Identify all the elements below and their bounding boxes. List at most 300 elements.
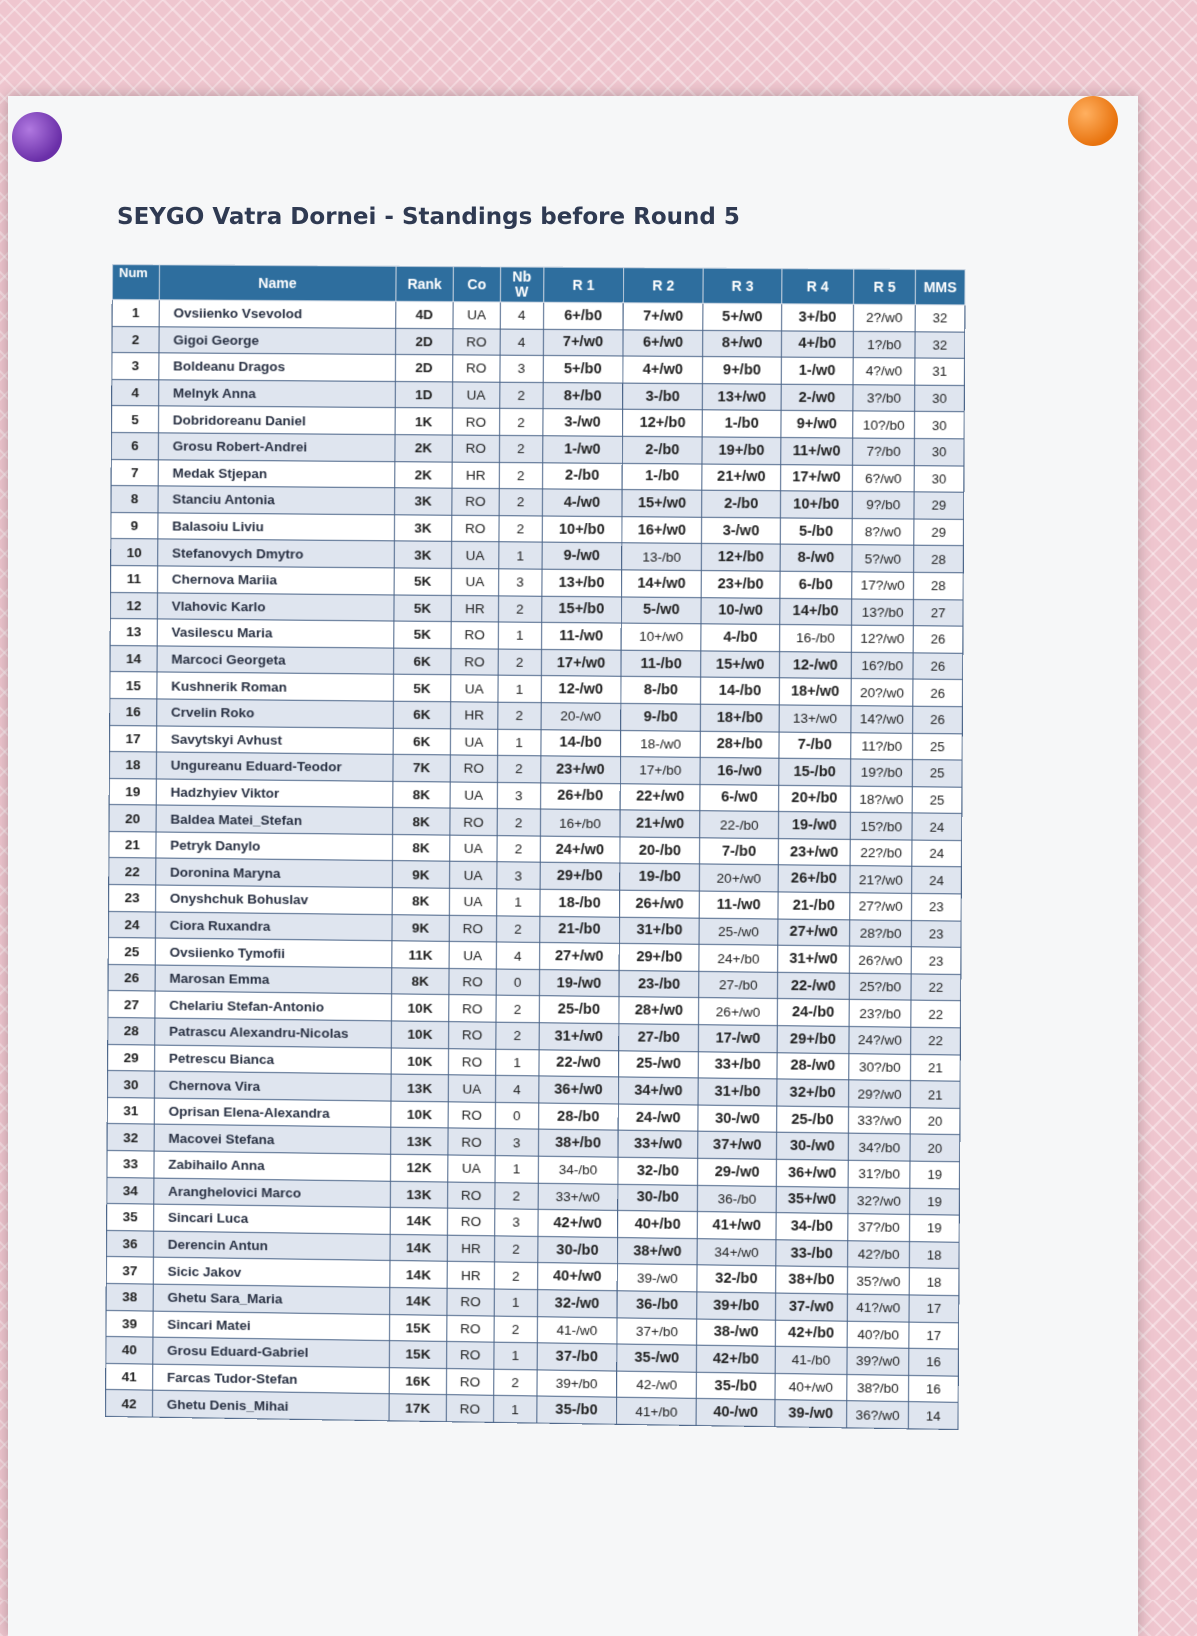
cell-rank: 2D xyxy=(395,355,452,382)
col-header-name: Name xyxy=(159,265,396,302)
cell-r4: 20+/b0 xyxy=(778,785,850,812)
col-header-r5: R 5 xyxy=(854,269,916,305)
cell-rank: 12K xyxy=(390,1154,447,1181)
cell-co: UA xyxy=(450,862,497,889)
cell-co: HR xyxy=(452,462,499,489)
cell-r4: 40+/w0 xyxy=(775,1373,847,1401)
cell-nbw: 2 xyxy=(497,755,540,782)
cell-r3: 25-/w0 xyxy=(699,918,777,946)
cell-num: 8 xyxy=(111,486,158,513)
cell-r2: 36-/b0 xyxy=(617,1291,697,1319)
cell-nbw: 4 xyxy=(500,302,543,329)
cell-r3: 4-/b0 xyxy=(701,624,779,651)
col-header-r1: R 1 xyxy=(543,267,623,303)
cell-r1: 35-/b0 xyxy=(536,1396,616,1424)
cell-co: RO xyxy=(447,1315,494,1342)
cell-num: 34 xyxy=(107,1177,154,1204)
cell-r3: 35-/b0 xyxy=(697,1372,775,1400)
cell-nbw: 4 xyxy=(496,942,539,969)
cell-r3: 12+/b0 xyxy=(702,544,780,571)
cell-rank: 10K xyxy=(391,994,448,1021)
cell-r5: 11?/b0 xyxy=(851,732,913,759)
cell-r1: 4-/w0 xyxy=(542,489,622,516)
cell-nbw: 2 xyxy=(499,489,542,516)
cell-r3: 36-/b0 xyxy=(698,1185,776,1213)
cell-nbw: 3 xyxy=(500,355,543,382)
cell-name: Dobridoreanu Daniel xyxy=(158,406,395,434)
cell-num: 38 xyxy=(106,1283,153,1310)
cell-rank: 14K xyxy=(390,1287,447,1314)
cell-r1: 30-/b0 xyxy=(537,1236,617,1264)
cell-r1: 9-/w0 xyxy=(542,542,622,569)
cell-rank: 13K xyxy=(391,1128,448,1155)
cell-co: RO xyxy=(452,408,499,435)
cell-r4: 37-/w0 xyxy=(775,1293,847,1321)
cell-mms: 32 xyxy=(915,305,965,332)
cell-rank: 8K xyxy=(392,888,449,915)
cell-num: 23 xyxy=(109,885,156,912)
cell-mms: 18 xyxy=(909,1241,959,1268)
cell-r4: 25-/b0 xyxy=(776,1106,848,1134)
cell-r4: 2-/w0 xyxy=(781,384,853,411)
cell-r4: 35+/w0 xyxy=(776,1186,848,1214)
cell-r3: 13+/w0 xyxy=(703,383,781,410)
cell-co: RO xyxy=(449,995,496,1022)
cell-name: Marosan Emma xyxy=(155,965,392,994)
cell-r2: 40+/b0 xyxy=(618,1211,698,1239)
cell-r2: 27-/b0 xyxy=(619,1024,699,1052)
cell-r5: 39?/w0 xyxy=(847,1348,909,1376)
cell-nbw: 0 xyxy=(496,969,539,996)
cell-name: Chelariu Stefan-Antonio xyxy=(155,991,392,1020)
cell-r2: 13-/b0 xyxy=(622,543,702,570)
cell-name: Ovsiienko Vsevolod xyxy=(159,300,396,328)
cell-mms: 23 xyxy=(911,947,961,974)
cell-mms: 21 xyxy=(911,1054,961,1081)
cell-r2: 34+/w0 xyxy=(618,1077,698,1105)
col-header-r2: R 2 xyxy=(623,268,703,304)
cell-r5: 28?/b0 xyxy=(850,920,912,947)
cell-r1: 10+/b0 xyxy=(542,516,622,543)
cell-rank: 9K xyxy=(392,861,449,888)
cell-r2: 12+/b0 xyxy=(622,410,702,437)
cell-mms: 29 xyxy=(914,519,964,546)
cell-name: Ovsiienko Tymofii xyxy=(155,938,392,967)
cell-name: Patrascu Alexandru-Nicolas xyxy=(155,1018,392,1048)
cell-nbw: 0 xyxy=(495,1102,538,1129)
cell-num: 1 xyxy=(112,300,159,327)
cell-num: 17 xyxy=(110,725,157,752)
cell-nbw: 3 xyxy=(498,569,541,596)
cell-mms: 17 xyxy=(909,1322,959,1349)
cell-name: Ghetu Sara_Maria xyxy=(153,1284,390,1314)
cell-mms: 30 xyxy=(914,465,964,492)
cell-r4: 19-/w0 xyxy=(778,812,850,840)
cell-co: HR xyxy=(451,595,498,622)
cell-mms: 24 xyxy=(912,840,962,867)
cell-r5: 20?/w0 xyxy=(851,679,913,706)
cell-co: RO xyxy=(452,515,499,542)
cell-nbw: 4 xyxy=(495,1076,538,1103)
cell-r3: 8+/w0 xyxy=(703,330,781,357)
cell-rank: 5K xyxy=(394,621,451,648)
cell-r2: 41+/b0 xyxy=(616,1398,696,1426)
cell-r1: 24+/w0 xyxy=(540,836,620,864)
cell-r1: 3-/w0 xyxy=(542,409,622,436)
cell-r4: 26+/b0 xyxy=(778,865,850,893)
cell-r4: 31+/w0 xyxy=(777,945,849,973)
cell-rank: 8K xyxy=(393,781,450,808)
cell-num: 20 xyxy=(109,805,156,832)
cell-co: UA xyxy=(450,782,497,809)
cell-mms: 30 xyxy=(915,412,965,439)
cell-co: RO xyxy=(447,1208,494,1235)
cell-r3: 30-/w0 xyxy=(698,1105,776,1133)
cell-r1: 39+/b0 xyxy=(537,1370,617,1398)
cell-r5: 7?/b0 xyxy=(853,438,915,465)
cell-mms: 23 xyxy=(911,920,961,947)
cell-name: Savytskyi Avhust xyxy=(156,725,393,754)
cell-r3: 27-/b0 xyxy=(699,971,777,999)
push-pin-icon xyxy=(1068,96,1118,146)
cell-r2: 31+/b0 xyxy=(619,917,699,945)
cell-co: HR xyxy=(447,1262,494,1289)
cell-co: RO xyxy=(450,808,497,835)
cell-rank: 13K xyxy=(391,1074,448,1101)
cell-rank: 9K xyxy=(392,914,449,941)
cell-nbw: 2 xyxy=(494,1316,537,1343)
cell-rank: 2K xyxy=(395,435,452,462)
cell-r5: 31?/b0 xyxy=(848,1160,910,1188)
cell-nbw: 1 xyxy=(498,622,541,649)
cell-num: 33 xyxy=(107,1150,154,1177)
cell-r5: 22?/b0 xyxy=(850,839,912,866)
cell-nbw: 2 xyxy=(497,809,540,836)
cell-num: 29 xyxy=(108,1044,155,1071)
cell-r5: 1?/b0 xyxy=(853,331,915,358)
cell-r3: 24+/b0 xyxy=(699,945,777,973)
cell-r1: 28-/b0 xyxy=(538,1103,618,1131)
cell-mms: 19 xyxy=(910,1188,960,1215)
cell-rank: 8K xyxy=(393,808,450,835)
cell-r3: 10-/w0 xyxy=(701,597,779,624)
cell-r1: 37-/b0 xyxy=(537,1343,617,1371)
cell-mms: 28 xyxy=(914,572,964,599)
cell-nbw: 1 xyxy=(494,1342,537,1369)
cell-num: 22 xyxy=(109,858,156,885)
cell-co: RO xyxy=(447,1342,494,1369)
cell-co: RO xyxy=(451,648,498,675)
cell-r1: 36+/w0 xyxy=(538,1076,618,1104)
cell-r4: 6-/b0 xyxy=(780,571,852,598)
cell-name: Chernova Vira xyxy=(154,1071,391,1101)
cell-co: RO xyxy=(452,488,499,515)
cell-nbw: 4 xyxy=(500,329,543,356)
cell-r5: 3?/b0 xyxy=(853,384,915,411)
cell-nbw: 2 xyxy=(499,462,542,489)
cell-co: UA xyxy=(452,542,499,569)
cell-num: 18 xyxy=(109,752,156,779)
cell-r2: 7+/w0 xyxy=(623,303,703,330)
cell-r3: 17-/w0 xyxy=(699,1025,777,1053)
cell-r1: 16+/b0 xyxy=(540,809,620,837)
cell-r5: 14?/w0 xyxy=(851,706,913,733)
cell-r4: 3+/b0 xyxy=(781,304,853,331)
cell-r3: 5+/w0 xyxy=(703,303,781,330)
cell-r5: 12?/w0 xyxy=(851,625,913,652)
cell-mms: 30 xyxy=(914,438,964,465)
cell-r4: 29+/b0 xyxy=(777,1026,849,1054)
cell-r5: 38?/b0 xyxy=(847,1374,909,1402)
cell-r3: 38-/w0 xyxy=(697,1319,775,1347)
cell-r2: 4+/w0 xyxy=(623,356,703,383)
cell-r2: 5-/w0 xyxy=(621,596,701,623)
cell-r2: 8-/b0 xyxy=(621,677,701,704)
cell-r4: 9+/w0 xyxy=(781,411,853,438)
cell-mms: 25 xyxy=(912,760,962,787)
cell-name: Chernova Mariia xyxy=(157,566,394,595)
cell-num: 42 xyxy=(105,1390,152,1417)
cell-mms: 30 xyxy=(915,385,965,412)
cell-nbw: 2 xyxy=(496,996,539,1023)
cell-co: UA xyxy=(449,888,496,915)
cell-num: 30 xyxy=(107,1071,154,1098)
cell-mms: 21 xyxy=(910,1081,960,1108)
cell-mms: 23 xyxy=(912,893,962,920)
cell-mms: 16 xyxy=(909,1348,959,1376)
cell-r1: 11-/w0 xyxy=(541,622,621,649)
cell-nbw: 2 xyxy=(500,382,543,409)
cell-co: RO xyxy=(453,355,500,382)
col-header-r4: R 4 xyxy=(781,269,853,305)
cell-r5: 37?/b0 xyxy=(848,1214,910,1242)
cell-r1: 6+/b0 xyxy=(543,302,623,329)
cell-num: 21 xyxy=(109,831,156,858)
cell-rank: 10K xyxy=(391,1048,448,1075)
cell-r2: 10+/w0 xyxy=(621,623,701,650)
cell-rank: 14K xyxy=(390,1261,447,1288)
cell-r5: 9?/b0 xyxy=(852,492,914,519)
cell-co: RO xyxy=(448,1048,495,1075)
cell-r1: 31+/w0 xyxy=(539,1023,619,1051)
cell-r1: 33+/w0 xyxy=(538,1183,618,1211)
cell-r2: 14+/w0 xyxy=(621,570,701,597)
cell-rank: 1K xyxy=(395,408,452,435)
cell-r4: 13+/w0 xyxy=(779,705,851,732)
cell-name: Baldea Matei_Stefan xyxy=(156,805,393,834)
cell-rank: 1D xyxy=(395,381,452,408)
cell-name: Medak Stjepan xyxy=(158,459,395,487)
cell-num: 32 xyxy=(107,1124,154,1151)
cell-nbw: 3 xyxy=(495,1129,538,1156)
cell-nbw: 3 xyxy=(497,862,540,889)
cell-r3: 37+/w0 xyxy=(698,1132,776,1160)
cell-r4: 5-/b0 xyxy=(780,518,852,545)
cell-r1: 26+/b0 xyxy=(540,783,620,811)
cell-r4: 18+/w0 xyxy=(779,678,851,705)
cell-nbw: 3 xyxy=(497,782,540,809)
cell-co: RO xyxy=(449,915,496,942)
cell-rank: 3K xyxy=(395,488,452,515)
cell-r4: 16-/b0 xyxy=(779,625,851,652)
cell-r2: 30-/b0 xyxy=(618,1184,698,1212)
cell-r5: 13?/b0 xyxy=(852,599,914,626)
cell-name: Vlahovic Karlo xyxy=(157,592,394,621)
cell-name: Farcas Tudor-Stefan xyxy=(152,1364,389,1394)
cell-r1: 13+/b0 xyxy=(541,569,621,596)
cell-nbw: 2 xyxy=(499,435,542,462)
cell-mms: 22 xyxy=(911,1001,961,1028)
cell-rank: 17K xyxy=(389,1394,446,1422)
cell-r3: 39+/b0 xyxy=(697,1292,775,1320)
cell-r2: 32-/b0 xyxy=(618,1157,698,1185)
cell-rank: 7K xyxy=(393,754,450,781)
cell-nbw: 2 xyxy=(495,1182,538,1209)
cell-num: 14 xyxy=(110,645,157,672)
cell-num: 27 xyxy=(108,991,155,1018)
cell-r2: 2-/b0 xyxy=(622,436,702,463)
cell-nbw: 3 xyxy=(495,1209,538,1236)
cell-name: Ghetu Denis_Mihai xyxy=(152,1390,389,1420)
cell-num: 11 xyxy=(110,565,157,592)
cell-nbw: 2 xyxy=(494,1236,537,1263)
cell-num: 25 xyxy=(108,938,155,965)
col-header-mms: MMS xyxy=(915,269,965,305)
cell-r2: 11-/b0 xyxy=(621,650,701,677)
cell-num: 39 xyxy=(106,1310,153,1337)
cell-r4: 14+/b0 xyxy=(779,598,851,625)
cell-co: UA xyxy=(449,942,496,969)
cell-r2: 35-/w0 xyxy=(617,1344,697,1372)
cell-rank: 2D xyxy=(396,328,453,355)
cell-r4: 1-/w0 xyxy=(781,357,853,384)
cell-nbw: 1 xyxy=(498,675,541,702)
cell-co: UA xyxy=(448,1155,495,1182)
cell-mms: 17 xyxy=(909,1295,959,1322)
cell-mms: 25 xyxy=(912,786,962,813)
cell-r4: 24-/b0 xyxy=(777,999,849,1027)
cell-co: UA xyxy=(452,382,499,409)
cell-r4: 21-/b0 xyxy=(778,892,850,920)
cell-r1: 19-/w0 xyxy=(539,969,619,997)
cell-r1: 25-/b0 xyxy=(539,996,619,1024)
cell-nbw: 2 xyxy=(498,649,541,676)
cell-nbw: 1 xyxy=(495,1049,538,1076)
cell-r1: 12-/w0 xyxy=(541,676,621,703)
cell-num: 37 xyxy=(106,1257,153,1284)
cell-r5: 16?/b0 xyxy=(851,652,913,679)
col-header-nbw-line2: W xyxy=(515,283,529,300)
cell-r4: 10+/b0 xyxy=(780,491,852,518)
push-pin-icon xyxy=(12,112,62,162)
cell-r2: 29+/b0 xyxy=(619,944,699,972)
cell-rank: 8K xyxy=(392,968,449,995)
cell-r3: 31+/b0 xyxy=(698,1078,776,1106)
cell-r2: 21+/w0 xyxy=(620,810,700,838)
cell-rank: 10K xyxy=(391,1021,448,1048)
cell-r2: 19-/b0 xyxy=(620,864,700,892)
cell-num: 24 xyxy=(108,911,155,938)
cell-r3: 9+/b0 xyxy=(703,357,781,384)
cell-r5: 21?/w0 xyxy=(850,866,912,893)
cell-rank: 3K xyxy=(394,515,451,542)
cell-r1: 18-/b0 xyxy=(539,889,619,917)
col-header-rank: Rank xyxy=(396,266,453,301)
cell-r2: 38+/w0 xyxy=(617,1237,697,1265)
cell-r3: 33+/b0 xyxy=(699,1051,777,1079)
cell-r2: 37+/b0 xyxy=(617,1317,697,1345)
cell-nbw: 1 xyxy=(496,889,539,916)
cell-mms: 22 xyxy=(911,1027,961,1054)
cell-r5: 10?/b0 xyxy=(853,411,915,438)
cell-r2: 16+/w0 xyxy=(622,516,702,543)
cell-r2: 28+/w0 xyxy=(619,997,699,1025)
cell-co: RO xyxy=(449,968,496,995)
cell-co: UA xyxy=(450,835,497,862)
cell-name: Grosu Eduard-Gabriel xyxy=(153,1337,390,1367)
cell-r5: 32?/w0 xyxy=(848,1187,910,1215)
cell-num: 3 xyxy=(112,353,159,380)
cell-rank: 15K xyxy=(389,1341,446,1369)
cell-r3: 32-/b0 xyxy=(697,1265,775,1293)
cell-mms: 18 xyxy=(909,1268,959,1295)
cell-r3: 19+/b0 xyxy=(702,437,780,464)
cell-r3: 40-/w0 xyxy=(696,1399,774,1427)
cell-r1: 41-/w0 xyxy=(537,1316,617,1344)
col-header-r3: R 3 xyxy=(703,268,781,304)
cell-nbw: 2 xyxy=(496,1022,539,1049)
cell-nbw: 1 xyxy=(494,1289,537,1316)
cell-r4: 7-/b0 xyxy=(779,732,851,759)
cell-r4: 42+/b0 xyxy=(775,1320,847,1348)
cell-r2: 20-/b0 xyxy=(620,837,700,865)
cell-r5: 30?/b0 xyxy=(849,1053,911,1081)
cell-num: 4 xyxy=(112,379,159,406)
cell-co: RO xyxy=(448,1182,495,1209)
cell-num: 9 xyxy=(111,512,158,539)
standings-table xyxy=(105,264,966,1430)
cell-mms: 26 xyxy=(913,626,963,653)
cell-num: 12 xyxy=(110,592,157,619)
cell-r3: 20+/w0 xyxy=(700,864,778,892)
cell-r4: 4+/b0 xyxy=(781,331,853,358)
cell-name: Derencin Antun xyxy=(153,1231,390,1261)
cell-co: RO xyxy=(447,1288,494,1315)
cell-mms: 29 xyxy=(914,492,964,519)
cell-rank: 4D xyxy=(396,301,453,328)
cell-r5: 42?/b0 xyxy=(848,1241,910,1269)
cell-name: Hadzhyiev Viktor xyxy=(156,779,393,808)
cell-r1: 5+/b0 xyxy=(543,356,623,383)
cell-mms: 24 xyxy=(912,813,962,840)
cell-co: RO xyxy=(453,328,500,355)
cell-nbw: 1 xyxy=(495,1156,538,1183)
cell-nbw: 2 xyxy=(499,409,542,436)
cell-co: UA xyxy=(451,675,498,702)
cell-r5: 33?/w0 xyxy=(848,1107,910,1135)
cell-r3: 41+/w0 xyxy=(698,1212,776,1240)
cell-nbw: 2 xyxy=(497,835,540,862)
cell-rank: 5K xyxy=(394,595,451,622)
cell-co: RO xyxy=(446,1368,493,1395)
cell-mms: 31 xyxy=(915,358,965,385)
cell-r4: 30-/w0 xyxy=(776,1133,848,1161)
cell-r5: 18?/w0 xyxy=(850,786,912,813)
col-header-nbw-line1: Nb xyxy=(512,268,532,285)
cell-num: 19 xyxy=(109,778,156,805)
cell-r4: 38+/b0 xyxy=(775,1266,847,1294)
cell-r3: 18+/b0 xyxy=(701,704,779,731)
